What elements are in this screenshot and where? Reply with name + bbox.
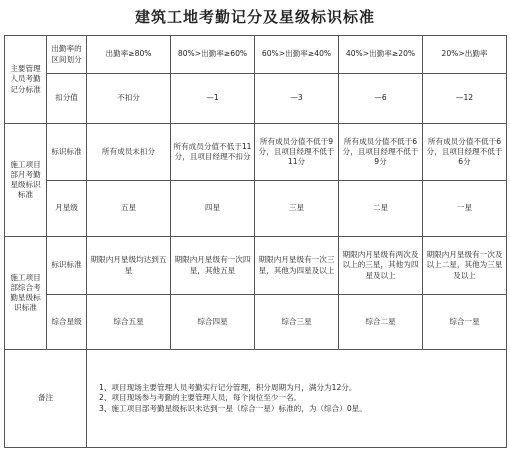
section-composite-star: 施工项目部综合考勤星级标识标准 — [5, 237, 47, 350]
deduction-cell: 不扣分 — [87, 74, 171, 124]
row-label-mark-standard: 标识标准 — [47, 124, 87, 181]
note-line: 1、项目现场主要管理人员考勤实行记分管理，积分周期为月，满分为12分。 — [99, 383, 357, 393]
rate-range-cell: 60%>出勤率≥40% — [255, 36, 339, 74]
page-title: 建筑工地考勤记分及星级标识标准 — [134, 8, 375, 26]
row-label-rate-range: 出勤率的区间划分 — [47, 36, 87, 74]
row-label-composite-star: 综合星级 — [47, 295, 87, 350]
composite-star-cell: 综合四星 — [171, 295, 255, 350]
mark-standard-cell: 所有成员分值不低于6分，且项目经理不低于9分 — [339, 124, 423, 181]
deduction-cell: —1 — [171, 74, 255, 124]
deduction-cell: —6 — [339, 74, 423, 124]
rate-range-cell: 20%>出勤率 — [423, 36, 507, 74]
composite-standard-cell: 期限内月星级有两次及以上的三星，其他为四星及以上 — [339, 237, 423, 295]
row-label-composite-standard: 标识标准 — [47, 237, 87, 295]
mark-standard-cell: 所有成员未扣分 — [87, 124, 171, 181]
section-manager-scoring: 主要管理人员考勤记分标准 — [5, 36, 47, 124]
section-monthly-star: 施工项目部月考勤星级标识标准 — [5, 124, 47, 237]
composite-standard-cell: 期限内月星级有一次四星，其他五星 — [171, 237, 255, 295]
deduction-cell: —12 — [423, 74, 507, 124]
composite-star-cell: 综合三星 — [255, 295, 339, 350]
composite-standard-cell: 期限内月星级有一次三星，其他为四星及以上 — [255, 237, 339, 295]
section-notes: 备注 — [5, 350, 87, 448]
mark-standard-cell: 所有成员分值不低于11分，且项目经理不扣分 — [171, 124, 255, 181]
note-line: 2、项目现场参与考勤的主要管理人员，每个岗位至少一名。 — [99, 393, 302, 403]
row-label-deduction: 扣分值 — [47, 74, 87, 124]
composite-standard-cell: 期限内月星级有一次及以上二星，其他为三星及以上 — [423, 237, 507, 295]
deduction-cell: —3 — [255, 74, 339, 124]
mark-standard-cell: 所有成员分值不低于6分，且项目经理不低于6分 — [423, 124, 507, 181]
monthly-star-cell: 五星 — [87, 181, 171, 237]
notes-cell — [87, 350, 507, 448]
rate-range-cell: 80%>出勤率≥60% — [171, 36, 255, 74]
composite-star-cell: 综合一星 — [423, 295, 507, 350]
monthly-star-cell: 二星 — [339, 181, 423, 237]
monthly-star-cell: 一星 — [423, 181, 507, 237]
composite-standard-cell: 期限内月星级均达到五星 — [87, 237, 171, 295]
rate-range-cell: 40%>出勤率≥20% — [339, 36, 423, 74]
mark-standard-cell: 所有成员分值不低于9分，且项目经理不低于11分 — [255, 124, 339, 181]
monthly-star-cell: 四星 — [171, 181, 255, 237]
row-label-monthly-star: 月星级 — [47, 181, 87, 237]
monthly-star-cell: 三星 — [255, 181, 339, 237]
composite-star-cell: 综合五星 — [87, 295, 171, 350]
rate-range-cell: 出勤率≥80% — [87, 36, 171, 74]
note-line: 3、施工项目部考勤星级标识未达到一星（综合一星）标准的，为（综合）0星。 — [99, 403, 367, 413]
attendance-standard-table — [4, 35, 507, 448]
composite-star-cell: 综合二星 — [339, 295, 423, 350]
